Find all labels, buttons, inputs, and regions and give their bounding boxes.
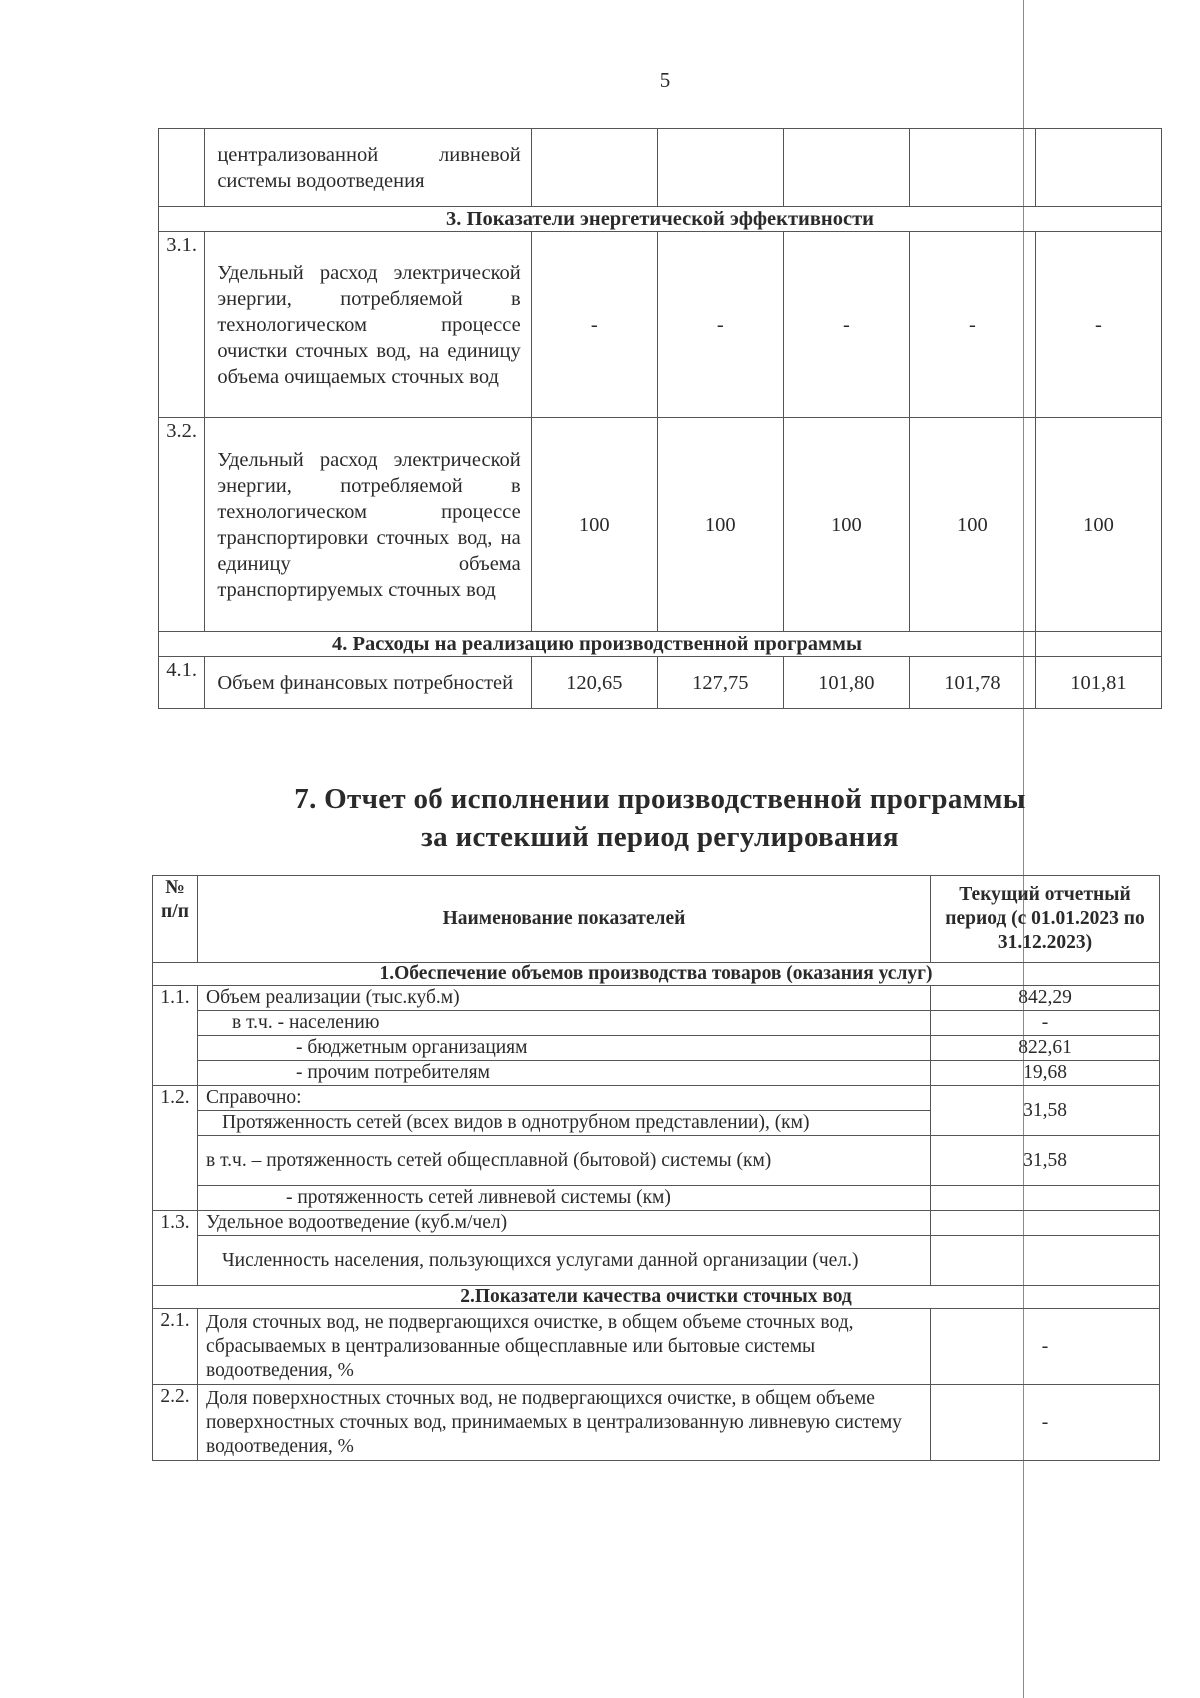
table-row	[153, 1236, 1160, 1286]
row-number	[159, 129, 205, 207]
header-period: Текущий отчетный период (с 01.01.2023 по 31.12.2023)	[931, 876, 1160, 963]
table-row	[159, 129, 1162, 207]
row-name: - прочим потребителям	[198, 1061, 931, 1086]
table-row	[153, 1086, 1160, 1111]
header-row	[153, 876, 1160, 963]
report-heading-line2: за истекший период регулирования	[421, 821, 899, 853]
row-name: Доля сточных вод, не подвергающихся очистке, в общем объеме сточных вод, сбрасываемых в централизованные общесплавные или бытовые системы водоотведения, %	[198, 1309, 931, 1385]
row-name: в т.ч. - населению	[198, 1011, 931, 1036]
row-name: Удельное водоотведение (куб.м/чел)	[198, 1211, 931, 1236]
header-name: Наименование показателей	[198, 876, 931, 963]
indicators-table	[158, 128, 1162, 709]
row-value	[931, 1211, 1160, 1236]
row-name: Объем финансовых потребностей	[205, 657, 531, 709]
row-name: - бюджетным организациям	[198, 1036, 931, 1061]
row-value: 100	[783, 418, 909, 632]
row-name: в т.ч. – протяженность сетей общесплавной (бытовой) системы (км)	[198, 1136, 931, 1186]
row-number: 2.2.	[153, 1385, 198, 1461]
row-value: 822,61	[931, 1036, 1160, 1061]
table-row	[153, 1036, 1160, 1061]
table-row	[153, 1385, 1160, 1461]
report-heading-line1: 7. Отчет об исполнении производственной программы	[294, 783, 1026, 815]
section-title: 2.Показатели качества очистки сточных вод	[153, 1286, 1160, 1309]
row-number: 2.1.	[153, 1309, 198, 1385]
section-title: 1.Обеспечение объемов производства товаров (оказания услуг)	[153, 963, 1160, 986]
page-number: 5	[659, 68, 671, 92]
row-number: 4.1.	[159, 657, 205, 709]
row-value: -	[931, 1385, 1160, 1461]
row-value: 842,29	[931, 986, 1160, 1011]
report-table	[152, 875, 1160, 1461]
row-number: 3.2.	[159, 418, 205, 632]
row-value: -	[783, 232, 909, 418]
row-name: - протяженность сетей ливневой системы (км)	[198, 1186, 931, 1211]
row-value	[931, 1236, 1160, 1286]
row-name: Удельный расход электрической энергии, потребляемой в технологическом процессе транспортировки сточных вод, на единицу объема транспортируемых сточных вод	[205, 418, 531, 632]
row-value: -	[657, 232, 783, 418]
table-row	[153, 1136, 1160, 1186]
table-row	[153, 1186, 1160, 1211]
row-value: 100	[657, 418, 783, 632]
header-num: № п/п	[153, 876, 198, 963]
row-value: 100	[531, 418, 657, 632]
row-value: 120,65	[531, 657, 657, 709]
table-row	[159, 418, 1162, 632]
section-title: 3. Показатели энергетической эффективности	[159, 207, 1162, 232]
table-row	[153, 1061, 1160, 1086]
table-row	[153, 1211, 1160, 1236]
row-value: -	[1035, 232, 1161, 418]
row-value: 19,68	[931, 1061, 1160, 1086]
row-number: 3.1.	[159, 232, 205, 418]
section-row	[153, 963, 1160, 986]
row-name: Справочно:	[198, 1086, 931, 1111]
row-number: 1.3.	[153, 1211, 198, 1286]
row-name: Объем реализации (тыс.куб.м)	[198, 986, 931, 1011]
section-title: 4. Расходы на реализацию производственной программы	[159, 632, 1036, 657]
row-name: Протяженность сетей (всех видов в однотрубном представлении), (км)	[198, 1111, 931, 1136]
row-name: централизованной ливневой системы водоотведения	[205, 129, 531, 207]
row-name: Численность населения, пользующихся услугами данной организации (чел.)	[198, 1236, 931, 1286]
row-value: 100	[909, 418, 1035, 632]
row-name: Удельный расход электрической энергии, потребляемой в технологическом процессе очистки сточных вод, на единицу объема очищаемых сточных вод	[205, 232, 531, 418]
report-heading	[200, 780, 1120, 856]
table-row	[159, 232, 1162, 418]
row-value: -	[909, 232, 1035, 418]
row-value: 101,80	[783, 657, 909, 709]
row-name: Доля поверхностных сточных вод, не подвергающихся очистке, в общем объеме поверхностных сточных вод, принимаемых в централизованную ливневую систему водоотведения, %	[198, 1385, 931, 1461]
row-value: -	[931, 1011, 1160, 1036]
row-value	[931, 1186, 1160, 1211]
row-value: 127,75	[657, 657, 783, 709]
row-value: 31,58	[931, 1136, 1160, 1186]
row-value: -	[531, 232, 657, 418]
table-row	[153, 1309, 1160, 1385]
section-row	[153, 1286, 1160, 1309]
row-value: 101,78	[909, 657, 1035, 709]
row-value: 101,81	[1035, 657, 1161, 709]
row-value: 31,58	[931, 1086, 1160, 1136]
table-row	[153, 1011, 1160, 1036]
row-value: 100	[1035, 418, 1161, 632]
section-row	[159, 207, 1162, 232]
row-value: -	[931, 1309, 1160, 1385]
section-row	[159, 632, 1162, 657]
table-row	[159, 657, 1162, 709]
table-row	[153, 986, 1160, 1011]
row-number: 1.1.	[153, 986, 198, 1086]
row-number: 1.2.	[153, 1086, 198, 1211]
